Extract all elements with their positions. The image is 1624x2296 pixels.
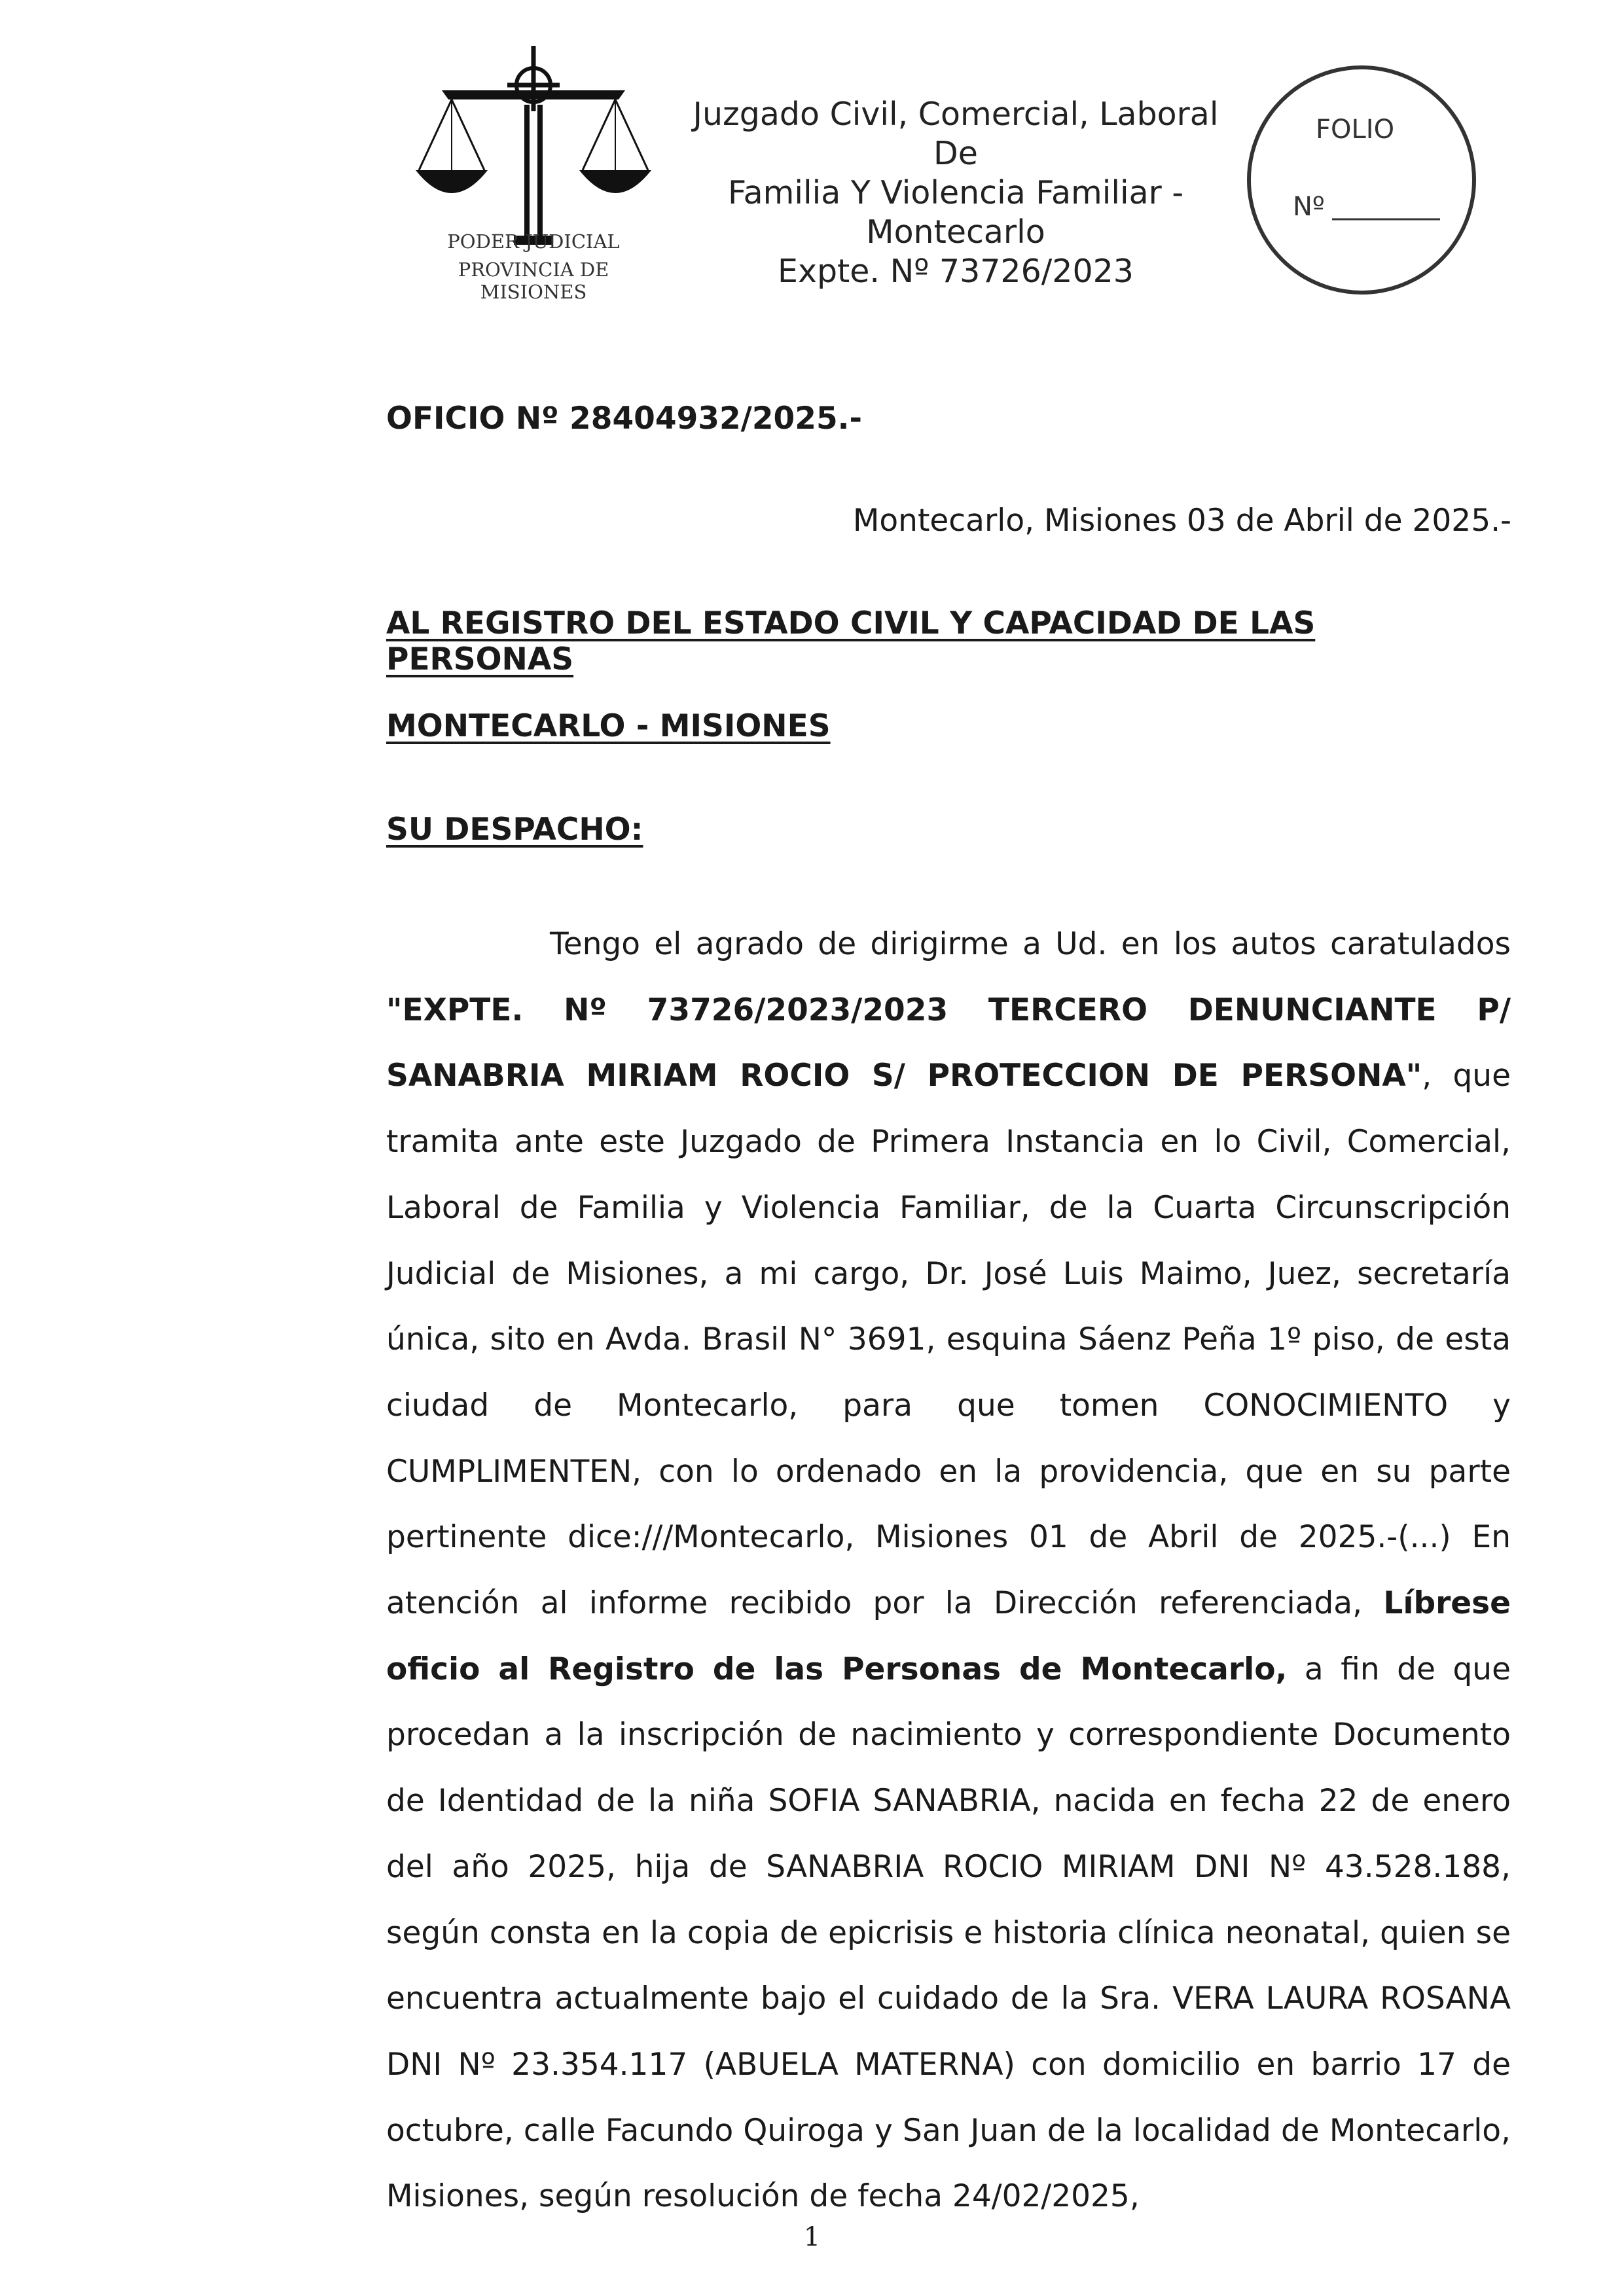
body-intro: Tengo el agrado de dirigirme a Ud. en los autos caratulados (550, 926, 1511, 962)
addressee-city: MONTECARLO - MISIONES (386, 708, 831, 744)
seal-caption-line1: PODER JUDICIAL (447, 230, 620, 253)
court-name-line1: Juzgado Civil, Comercial, Laboral De (693, 96, 1219, 172)
folio-number-label: Nº (1293, 192, 1325, 222)
court-name-line2: Familia Y Violencia Familiar - (727, 174, 1184, 211)
page-number: 1 (803, 2222, 821, 2252)
folio-stamp (1244, 62, 1479, 298)
salutation: SU DESPACHO: (386, 812, 643, 848)
folio-label: FOLIO (1316, 115, 1395, 145)
body-middle: , que tramita ante este Juzgado de Primera Instancia en lo Civil, Comercial, Laboral de Familia y Violencia Familiar, de la Cuarta Circunscripción Judicial de Misiones, a mi cargo, Dr. José Luis Maimo, Juez, secretaría única, sito en Avda. Brasil N° 3691, esquina Sáenz Peña 1º piso, de esta ciudad de Montecarlo, para que tomen CONOCIMIENTO y CUMPLIMENTEN, con lo ordenado en la providencia, que en su parte pertinente dice:///Montecarlo, Misiones 01 de Abril de 2025.-(...) En atención al informe recibido por la Dirección referenciada, (386, 1058, 1511, 1622)
oficio-number: OFICIO Nº 28404932/2025.- (386, 401, 863, 437)
court-name-line3: Montecarlo (866, 213, 1045, 251)
seal-caption-line2: PROVINCIA DE MISIONES (458, 259, 609, 303)
case-number: Expte. Nº 73726/2023 (778, 253, 1134, 290)
body-end: a fin de que procedan a la inscripción de nacimiento y correspondiente Documento de Identidad de la niña SOFIA SANABRIA, nacida en fecha 22 de enero del año 2025, hija de SANABRIA ROCIO MIRIAM DNI Nº 43.528.188, según consta en la copia de epicrisis e historia clínica neonatal, quien se encuentra actualmente bajo el cuidado de la Sra. VERA LAURA ROSANA DNI Nº 23.354.117 (ABUELA MATERNA) con domicilio en barrio 17 de octubre, calle Facundo Quiroga y San Juan de la localidad de Montecarlo, Misiones, según resolución de fecha 24/02/2025, (386, 1651, 1511, 2215)
body-paragraph (386, 912, 1511, 2230)
date-line: Montecarlo, Misiones 03 de Abril de 2025.- (852, 503, 1511, 539)
case-title: "EXPTE. Nº 73726/2023/2023 TERCERO DENUNCIANTE P/ SANABRIA MIRIAM ROCIO S/ PROTECCION DE PERSONA" (386, 992, 1511, 1094)
order-text: Líbrese oficio al Registro de las Personas de Montecarlo, (386, 1585, 1511, 1687)
addressee: AL REGISTRO DEL ESTADO CIVIL Y CAPACIDAD DE LAS PERSONAS (386, 605, 1316, 677)
court-header (674, 95, 1237, 291)
